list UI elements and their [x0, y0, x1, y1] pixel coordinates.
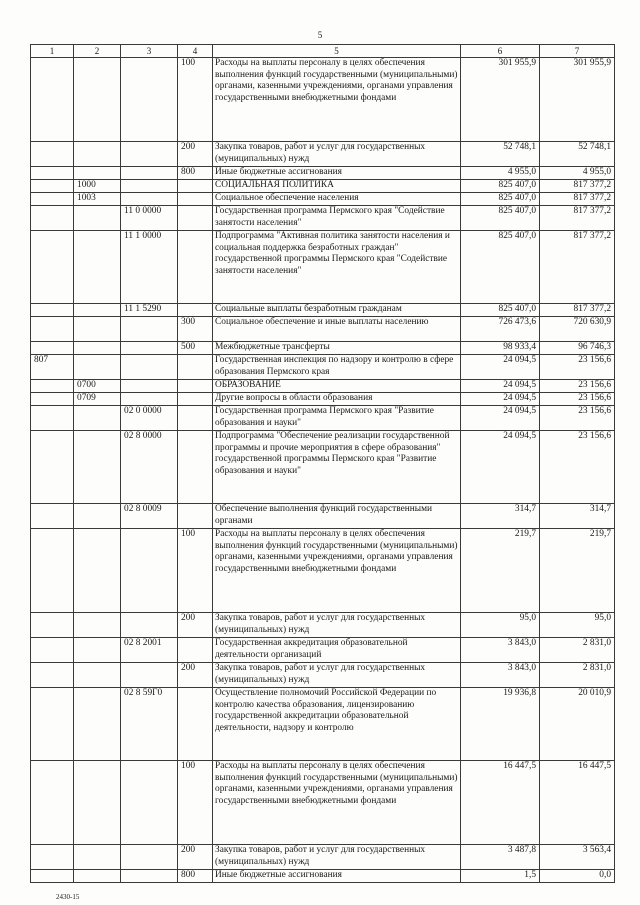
code-col-2	[74, 431, 121, 504]
code-col-3	[121, 142, 178, 167]
code-col-1	[31, 638, 74, 663]
name-cell: Осуществление полномочий Российской Федерации по контролю качества образования, лицензированию государственной аккредитации образовательной деятельности, надзору и контролю	[213, 688, 461, 761]
value-col-6: 3 843,0	[461, 663, 540, 688]
code-col-3	[121, 380, 178, 393]
code-col-2	[74, 663, 121, 688]
code-col-2	[74, 845, 121, 870]
name-cell: Иные бюджетные ассигнования	[213, 870, 461, 883]
value-col-7: 2 831,0	[540, 663, 615, 688]
value-col-6: 314,7	[461, 504, 540, 529]
value-col-6: 3 843,0	[461, 638, 540, 663]
code-col-3	[121, 870, 178, 883]
code-col-2	[74, 613, 121, 638]
code-col-3	[121, 193, 178, 206]
code-col-1	[31, 613, 74, 638]
value-col-7: 817 377,2	[540, 193, 615, 206]
code-col-3	[121, 529, 178, 613]
value-col-6: 825 407,0	[461, 180, 540, 193]
code-col-2	[74, 761, 121, 845]
name-cell: Другие вопросы в области образования	[213, 393, 461, 406]
code-col-4	[178, 504, 213, 529]
code-col-2	[74, 870, 121, 883]
code-col-4: 200	[178, 142, 213, 167]
code-col-3: 11 0 0000	[121, 206, 178, 231]
table-row	[31, 393, 615, 406]
header-cell: 5	[213, 45, 461, 58]
value-col-7: 314,7	[540, 504, 615, 529]
value-col-7: 817 377,2	[540, 206, 615, 231]
code-col-1	[31, 180, 74, 193]
header-row	[31, 45, 615, 58]
table-row	[31, 638, 615, 663]
code-col-2: 1000	[74, 180, 121, 193]
value-col-6: 24 094,5	[461, 393, 540, 406]
code-col-1	[31, 870, 74, 883]
value-col-7: 0,0	[540, 870, 615, 883]
code-col-1	[31, 406, 74, 431]
page-number: 5	[317, 30, 323, 40]
value-col-7: 52 748,1	[540, 142, 615, 167]
name-cell: Иные бюджетные ассигнования	[213, 167, 461, 180]
table-row	[31, 342, 615, 355]
value-col-7: 23 156,6	[540, 380, 615, 393]
code-col-2: 0700	[74, 380, 121, 393]
code-col-4: 300	[178, 317, 213, 342]
code-col-3: 02 8 0009	[121, 504, 178, 529]
code-col-1	[31, 58, 74, 142]
code-col-4	[178, 431, 213, 504]
code-col-4: 800	[178, 167, 213, 180]
value-col-6: 825 407,0	[461, 231, 540, 304]
name-cell: СОЦИАЛЬНАЯ ПОЛИТИКА	[213, 180, 461, 193]
value-col-6: 24 094,5	[461, 406, 540, 431]
code-col-3: 11 1 0000	[121, 231, 178, 304]
code-col-4	[178, 355, 213, 380]
value-col-7: 3 563,4	[540, 845, 615, 870]
table-row	[31, 845, 615, 870]
code-col-4	[178, 406, 213, 431]
header-cell: 6	[461, 45, 540, 58]
name-cell: Закупка товаров, работ и услуг для государственных (муниципальных) нужд	[213, 845, 461, 870]
code-col-1	[31, 380, 74, 393]
table-row	[31, 231, 615, 304]
table-row	[31, 355, 615, 380]
table-row	[31, 167, 615, 180]
value-col-6: 825 407,0	[461, 304, 540, 317]
code-col-3: 02 8 2001	[121, 638, 178, 663]
value-col-6: 726 473,6	[461, 317, 540, 342]
code-col-3	[121, 167, 178, 180]
code-col-2	[74, 58, 121, 142]
code-col-1	[31, 761, 74, 845]
value-col-6: 16 447,5	[461, 761, 540, 845]
table-row	[31, 870, 615, 883]
name-cell: Государственная программа Пермского края "Развитие образования и науки"	[213, 406, 461, 431]
code-col-2	[74, 638, 121, 663]
code-col-1	[31, 845, 74, 870]
code-col-3	[121, 355, 178, 380]
header-cell: 7	[540, 45, 615, 58]
code-col-1	[31, 342, 74, 355]
code-col-2	[74, 355, 121, 380]
code-col-2	[74, 142, 121, 167]
name-cell: Социальное обеспечение и иные выплаты населению	[213, 317, 461, 342]
name-cell: Закупка товаров, работ и услуг для государственных (муниципальных) нужд	[213, 663, 461, 688]
code-col-2	[74, 688, 121, 761]
header-cell: 1	[31, 45, 74, 58]
value-col-7: 817 377,2	[540, 231, 615, 304]
value-col-6: 52 748,1	[461, 142, 540, 167]
code-col-3	[121, 845, 178, 870]
name-cell: Государственная инспекция по надзору и контролю в сфере образования Пермского края	[213, 355, 461, 380]
value-col-6: 95,0	[461, 613, 540, 638]
code-col-4	[178, 231, 213, 304]
budget-table	[30, 44, 615, 883]
value-col-7: 23 156,6	[540, 393, 615, 406]
code-col-3	[121, 393, 178, 406]
value-col-6: 219,7	[461, 529, 540, 613]
code-col-3	[121, 58, 178, 142]
code-col-1	[31, 504, 74, 529]
table-row	[31, 663, 615, 688]
name-cell: Закупка товаров, работ и услуг для государственных (муниципальных) нужд	[213, 142, 461, 167]
name-cell: Социальное обеспечение населения	[213, 193, 461, 206]
code-col-1	[31, 193, 74, 206]
code-col-3	[121, 761, 178, 845]
table-row	[31, 193, 615, 206]
value-col-7: 301 955,9	[540, 58, 615, 142]
code-col-4: 200	[178, 613, 213, 638]
code-col-1	[31, 663, 74, 688]
name-cell: Расходы на выплаты персоналу в целях обеспечения выполнения функций государственными (муниципальными) органами, казенными учреждениями, органами управления государственными внебюджетными фондами	[213, 58, 461, 142]
code-col-1	[31, 231, 74, 304]
table-row	[31, 406, 615, 431]
code-col-4: 100	[178, 529, 213, 613]
code-col-2	[74, 406, 121, 431]
name-cell: Подпрограмма "Обеспечение реализации государственной программы и прочие мероприятия в сфере образования" государственной программы Пермского края "Развитие образования и науки"	[213, 431, 461, 504]
value-col-7: 219,7	[540, 529, 615, 613]
code-col-4: 200	[178, 845, 213, 870]
table-row	[31, 304, 615, 317]
name-cell: Расходы на выплаты персоналу в целях обеспечения выполнения функций государственными (муниципальными) органами, казенными учреждениями, органами управления государственными внебюджетными фондами	[213, 529, 461, 613]
table-row	[31, 431, 615, 504]
name-cell: Обеспечение выполнения функций государственными органами	[213, 504, 461, 529]
code-col-1	[31, 529, 74, 613]
table-row	[31, 504, 615, 529]
value-col-6: 1,5	[461, 870, 540, 883]
code-col-3: 02 8 0000	[121, 431, 178, 504]
code-col-1	[31, 206, 74, 231]
value-col-6: 825 407,0	[461, 206, 540, 231]
value-col-6: 24 094,5	[461, 431, 540, 504]
value-col-7: 16 447,5	[540, 761, 615, 845]
value-col-6: 301 955,9	[461, 58, 540, 142]
header-cell: 2	[74, 45, 121, 58]
code-col-3	[121, 342, 178, 355]
code-col-4	[178, 638, 213, 663]
code-col-1	[31, 431, 74, 504]
value-col-7: 817 377,2	[540, 304, 615, 317]
code-col-3: 02 8 59Г0	[121, 688, 178, 761]
table-row	[31, 206, 615, 231]
value-col-7: 23 156,6	[540, 355, 615, 380]
code-col-2	[74, 206, 121, 231]
name-cell: Государственная программа Пермского края "Содействие занятости населения"	[213, 206, 461, 231]
value-col-7: 95,0	[540, 613, 615, 638]
code-col-4: 800	[178, 870, 213, 883]
code-col-2	[74, 529, 121, 613]
name-cell: ОБРАЗОВАНИЕ	[213, 380, 461, 393]
value-col-7: 96 746,3	[540, 342, 615, 355]
code-col-2	[74, 317, 121, 342]
name-cell: Закупка товаров, работ и услуг для государственных (муниципальных) нужд	[213, 613, 461, 638]
code-col-4: 100	[178, 58, 213, 142]
code-col-3: 11 1 5290	[121, 304, 178, 317]
code-col-2	[74, 504, 121, 529]
code-col-4	[178, 193, 213, 206]
value-col-6: 24 094,5	[461, 355, 540, 380]
table-row	[31, 380, 615, 393]
code-col-3	[121, 317, 178, 342]
value-col-6: 3 487,8	[461, 845, 540, 870]
code-col-4	[178, 380, 213, 393]
name-cell: Подпрограмма "Активная политика занятости населения и социальная поддержка безработных граждан" государственной программы Пермского края "Содействие занятости населения"	[213, 231, 461, 304]
code-col-1	[31, 167, 74, 180]
table-row	[31, 613, 615, 638]
value-col-6: 825 407,0	[461, 193, 540, 206]
code-col-1	[31, 142, 74, 167]
code-col-2	[74, 167, 121, 180]
value-col-7: 23 156,6	[540, 406, 615, 431]
value-col-6: 98 933,4	[461, 342, 540, 355]
code-col-1	[31, 317, 74, 342]
code-col-1	[31, 688, 74, 761]
code-col-4	[178, 304, 213, 317]
code-col-2	[74, 304, 121, 317]
code-col-2: 0709	[74, 393, 121, 406]
code-col-4: 200	[178, 663, 213, 688]
code-col-1	[31, 304, 74, 317]
table-row	[31, 180, 615, 193]
code-col-4: 100	[178, 761, 213, 845]
value-col-6: 19 936,8	[461, 688, 540, 761]
value-col-7: 23 156,6	[540, 431, 615, 504]
code-col-4	[178, 393, 213, 406]
code-col-4	[178, 688, 213, 761]
code-col-4: 500	[178, 342, 213, 355]
table-row	[31, 142, 615, 167]
code-col-4	[178, 180, 213, 193]
value-col-6: 4 955,0	[461, 167, 540, 180]
table-row	[31, 529, 615, 613]
code-col-3: 02 0 0000	[121, 406, 178, 431]
footer-code: 2430-15	[56, 893, 80, 901]
name-cell: Социальные выплаты безработным гражданам	[213, 304, 461, 317]
name-cell: Межбюджетные трансферты	[213, 342, 461, 355]
code-col-2	[74, 231, 121, 304]
value-col-7: 2 831,0	[540, 638, 615, 663]
value-col-7: 817 377,2	[540, 180, 615, 193]
table-row	[31, 58, 615, 142]
name-cell: Государственная аккредитация образовательной деятельности организаций	[213, 638, 461, 663]
name-cell: Расходы на выплаты персоналу в целях обеспечения выполнения функций государственными (муниципальными) органами, казенными учреждениями, органами управления государственными внебюджетными фондами	[213, 761, 461, 845]
code-col-2: 1003	[74, 193, 121, 206]
value-col-7: 20 010,9	[540, 688, 615, 761]
header-cell: 4	[178, 45, 213, 58]
value-col-7: 720 630,9	[540, 317, 615, 342]
code-col-3	[121, 663, 178, 688]
table-row	[31, 317, 615, 342]
code-col-3	[121, 613, 178, 638]
table-row	[31, 761, 615, 845]
code-col-2	[74, 342, 121, 355]
table-row	[31, 688, 615, 761]
header-cell: 3	[121, 45, 178, 58]
code-col-4	[178, 206, 213, 231]
code-col-1: 807	[31, 355, 74, 380]
value-col-7: 4 955,0	[540, 167, 615, 180]
code-col-1	[31, 393, 74, 406]
value-col-6: 24 094,5	[461, 380, 540, 393]
code-col-3	[121, 180, 178, 193]
